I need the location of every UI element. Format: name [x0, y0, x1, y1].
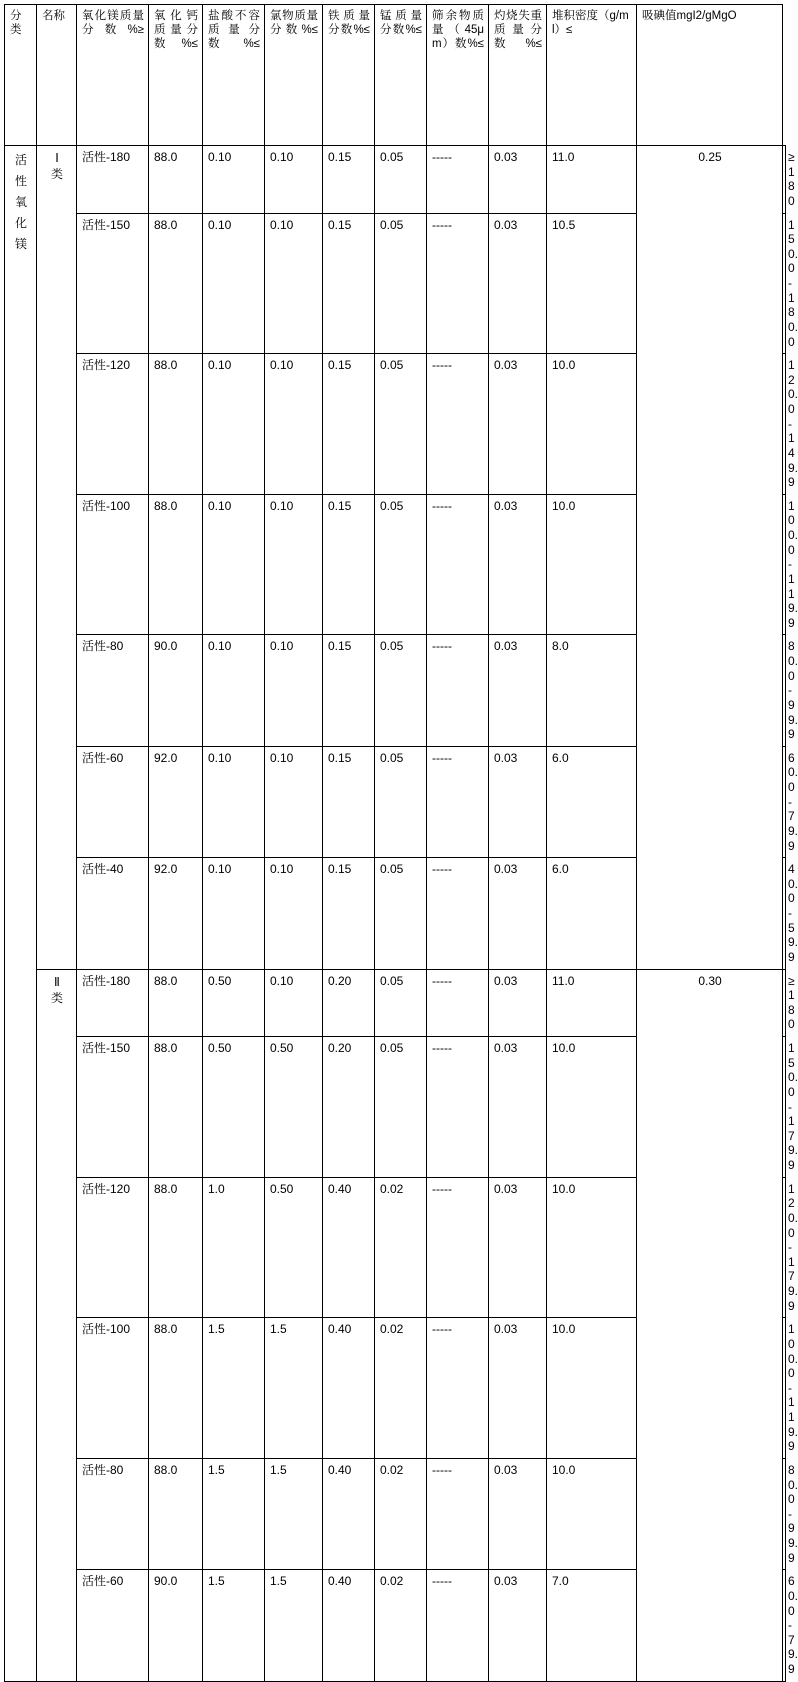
cell-chloride: 0.40: [323, 1458, 375, 1569]
cell-manganese: -----: [427, 1177, 489, 1318]
cell-cao: 0.10: [203, 858, 265, 969]
cell-manganese: -----: [427, 1037, 489, 1178]
cell-mgo: 92.0: [149, 746, 203, 857]
cell-mgo: 88.0: [149, 1037, 203, 1178]
cell-iodine: 60.0-79.9: [783, 746, 786, 857]
cell-sieve: 0.03: [489, 746, 547, 857]
cell-loss: 6.0: [547, 858, 637, 969]
cell-iodine: 120.0-149.9: [783, 354, 786, 495]
cell-chloride: 0.15: [323, 213, 375, 354]
cell-bulk-density-1: 0.25: [637, 146, 783, 970]
cell-iodine: 100.0-119.9: [783, 494, 786, 635]
category-label-text: 活性氧化镁: [15, 153, 28, 251]
category-label-cell: [5, 146, 37, 1682]
cell-chloride: 0.15: [323, 146, 375, 214]
cell-loss: 7.0: [547, 1570, 637, 1681]
cell-hcl: 0.10: [265, 635, 323, 746]
cell-name: 活性-100: [77, 494, 149, 635]
cell-chloride: 0.40: [323, 1570, 375, 1681]
cell-chloride: 0.20: [323, 1037, 375, 1178]
class-label-cell-2: [37, 969, 77, 1681]
cell-loss: 10.0: [547, 354, 637, 495]
cell-sieve: 0.03: [489, 1318, 547, 1459]
header-cell-category: 分类: [5, 5, 37, 146]
cell-iodine: 150.0-179.9: [783, 1037, 786, 1178]
cell-chloride: 0.20: [323, 969, 375, 1037]
cell-iron: 0.02: [375, 1318, 427, 1459]
header-cell-sieve-residue: 筛余物质量（45μm）数%≤: [427, 5, 489, 146]
header-cell-mgo: 氧化镁质量分数%≥: [77, 5, 149, 146]
header-cell-iodine-value: 吸碘值mgI2/gMgO: [637, 5, 783, 146]
header-cell-name: 名称: [37, 5, 77, 146]
cell-iodine: 40.0-59.9: [783, 858, 786, 969]
cell-name: 活性-80: [77, 635, 149, 746]
cell-name: 活性-120: [77, 1177, 149, 1318]
header-cell-loss-on-ignition: 灼烧失重质量分数%≤: [489, 5, 547, 146]
cell-cao: 0.50: [203, 1037, 265, 1178]
cell-chloride: 0.15: [323, 858, 375, 969]
cell-manganese: -----: [427, 1318, 489, 1459]
cell-name: 活性-150: [77, 1037, 149, 1178]
header-cell-cao: 氧化钙质量分数%≤: [149, 5, 203, 146]
cell-manganese: -----: [427, 146, 489, 214]
cell-name: 活性-60: [77, 1570, 149, 1681]
cell-sieve: 0.03: [489, 1177, 547, 1318]
cell-loss: 10.0: [547, 1037, 637, 1178]
cell-cao: 0.10: [203, 494, 265, 635]
cell-name: 活性-180: [77, 969, 149, 1037]
cell-sieve: 0.03: [489, 1458, 547, 1569]
cell-mgo: 88.0: [149, 1318, 203, 1459]
cell-manganese: -----: [427, 213, 489, 354]
cell-cao: 1.5: [203, 1570, 265, 1681]
cell-name: 活性-60: [77, 746, 149, 857]
cell-chloride: 0.15: [323, 354, 375, 495]
cell-iron: 0.05: [375, 746, 427, 857]
cell-loss: 10.0: [547, 494, 637, 635]
cell-cao: 1.0: [203, 1177, 265, 1318]
cell-manganese: -----: [427, 746, 489, 857]
cell-mgo: 88.0: [149, 146, 203, 214]
cell-name: 活性-180: [77, 146, 149, 214]
cell-iodine: 80.0-99.9: [783, 1458, 786, 1569]
cell-iodine: 100.0-119.9: [783, 1318, 786, 1459]
cell-iron: 0.05: [375, 635, 427, 746]
cell-mgo: 88.0: [149, 969, 203, 1037]
cell-manganese: -----: [427, 354, 489, 495]
cell-cao: 0.10: [203, 635, 265, 746]
cell-hcl: 0.10: [265, 213, 323, 354]
spec-table-page: [0, 4, 798, 1676]
cell-iron: 0.02: [375, 1458, 427, 1569]
cell-cao: 0.10: [203, 146, 265, 214]
cell-chloride: 0.40: [323, 1318, 375, 1459]
cell-cao: 1.5: [203, 1458, 265, 1569]
cell-iron: 0.05: [375, 146, 427, 214]
cell-mgo: 88.0: [149, 1458, 203, 1569]
cell-loss: 6.0: [547, 746, 637, 857]
cell-sieve: 0.03: [489, 635, 547, 746]
cell-mgo: 88.0: [149, 213, 203, 354]
product-spec-table: [4, 4, 798, 1682]
cell-mgo: 88.0: [149, 1177, 203, 1318]
header-cell-chloride: 氯物质量分数%≤: [265, 5, 323, 146]
cell-cao: 0.10: [203, 746, 265, 857]
cell-hcl: 0.10: [265, 354, 323, 495]
cell-manganese: -----: [427, 969, 489, 1037]
cell-mgo: 88.0: [149, 494, 203, 635]
cell-iron: 0.05: [375, 354, 427, 495]
cell-hcl: 0.10: [265, 858, 323, 969]
cell-name: 活性-120: [77, 354, 149, 495]
cell-loss: 11.0: [547, 146, 637, 214]
cell-iron: 0.02: [375, 1570, 427, 1681]
cell-iodine: ≥180: [783, 146, 786, 214]
cell-loss: 11.0: [547, 969, 637, 1037]
cell-sieve: 0.03: [489, 969, 547, 1037]
cell-cao: 0.10: [203, 354, 265, 495]
header-cell-iron: 铁质量分数%≤: [323, 5, 375, 146]
cell-hcl: 1.5: [265, 1318, 323, 1459]
header-cell-manganese: 锰质量分数%≤: [375, 5, 427, 146]
cell-loss: 10.0: [547, 1318, 637, 1459]
cell-iodine: 150.0-180.0: [783, 213, 786, 354]
header-cell-bulk-density: 堆积密度（g/ml）≤: [547, 5, 637, 146]
cell-cao: 0.10: [203, 213, 265, 354]
cell-loss: 10.0: [547, 1458, 637, 1569]
cell-name: 活性-150: [77, 213, 149, 354]
cell-hcl: 1.5: [265, 1458, 323, 1569]
cell-manganese: -----: [427, 494, 489, 635]
cell-hcl: 0.10: [265, 969, 323, 1037]
cell-chloride: 0.15: [323, 746, 375, 857]
cell-mgo: 92.0: [149, 858, 203, 969]
cell-iron: 0.05: [375, 969, 427, 1037]
cell-name: 活性-40: [77, 858, 149, 969]
cell-iron: 0.05: [375, 213, 427, 354]
cell-manganese: -----: [427, 1570, 489, 1681]
cell-hcl: 0.50: [265, 1177, 323, 1318]
cell-iron: 0.05: [375, 494, 427, 635]
cell-chloride: 0.15: [323, 494, 375, 635]
table-row: [5, 969, 786, 1037]
cell-mgo: 88.0: [149, 354, 203, 495]
cell-iron: 0.02: [375, 1177, 427, 1318]
cell-iron: 0.05: [375, 1037, 427, 1178]
cell-hcl: 0.50: [265, 1037, 323, 1178]
cell-loss: 10.0: [547, 1177, 637, 1318]
cell-sieve: 0.03: [489, 354, 547, 495]
cell-iodine: ≥180: [783, 969, 786, 1037]
cell-sieve: 0.03: [489, 494, 547, 635]
cell-sieve: 0.03: [489, 1037, 547, 1178]
cell-iron: 0.05: [375, 858, 427, 969]
table-header-row: [5, 5, 786, 146]
cell-name: 活性-100: [77, 1318, 149, 1459]
cell-iodine: 120.0-179.9: [783, 1177, 786, 1318]
cell-loss: 10.5: [547, 213, 637, 354]
cell-bulk-density-2: 0.30: [637, 969, 783, 1681]
cell-hcl: 0.10: [265, 146, 323, 214]
cell-name: 活性-80: [77, 1458, 149, 1569]
cell-mgo: 90.0: [149, 635, 203, 746]
header-cell-hcl-insoluble: 盐酸不容质量分数%≤: [203, 5, 265, 146]
cell-sieve: 0.03: [489, 1570, 547, 1681]
cell-cao: 0.50: [203, 969, 265, 1037]
cell-hcl: 1.5: [265, 1570, 323, 1681]
cell-mgo: 90.0: [149, 1570, 203, 1681]
class-label-text-2: Ⅱ类: [51, 974, 64, 1005]
cell-sieve: 0.03: [489, 146, 547, 214]
cell-iodine: 80.0-99.9: [783, 635, 786, 746]
cell-hcl: 0.10: [265, 494, 323, 635]
cell-loss: 8.0: [547, 635, 637, 746]
cell-manganese: -----: [427, 635, 489, 746]
cell-iodine: 60.0-79.9: [783, 1570, 786, 1681]
cell-manganese: -----: [427, 858, 489, 969]
table-row: [5, 146, 786, 214]
cell-chloride: 0.15: [323, 635, 375, 746]
class-label-cell-1: [37, 146, 77, 970]
cell-hcl: 0.10: [265, 746, 323, 857]
cell-sieve: 0.03: [489, 213, 547, 354]
cell-sieve: 0.03: [489, 858, 547, 969]
cell-chloride: 0.40: [323, 1177, 375, 1318]
cell-manganese: -----: [427, 1458, 489, 1569]
cell-cao: 1.5: [203, 1318, 265, 1459]
class-label-text-1: Ⅰ类: [51, 151, 64, 182]
